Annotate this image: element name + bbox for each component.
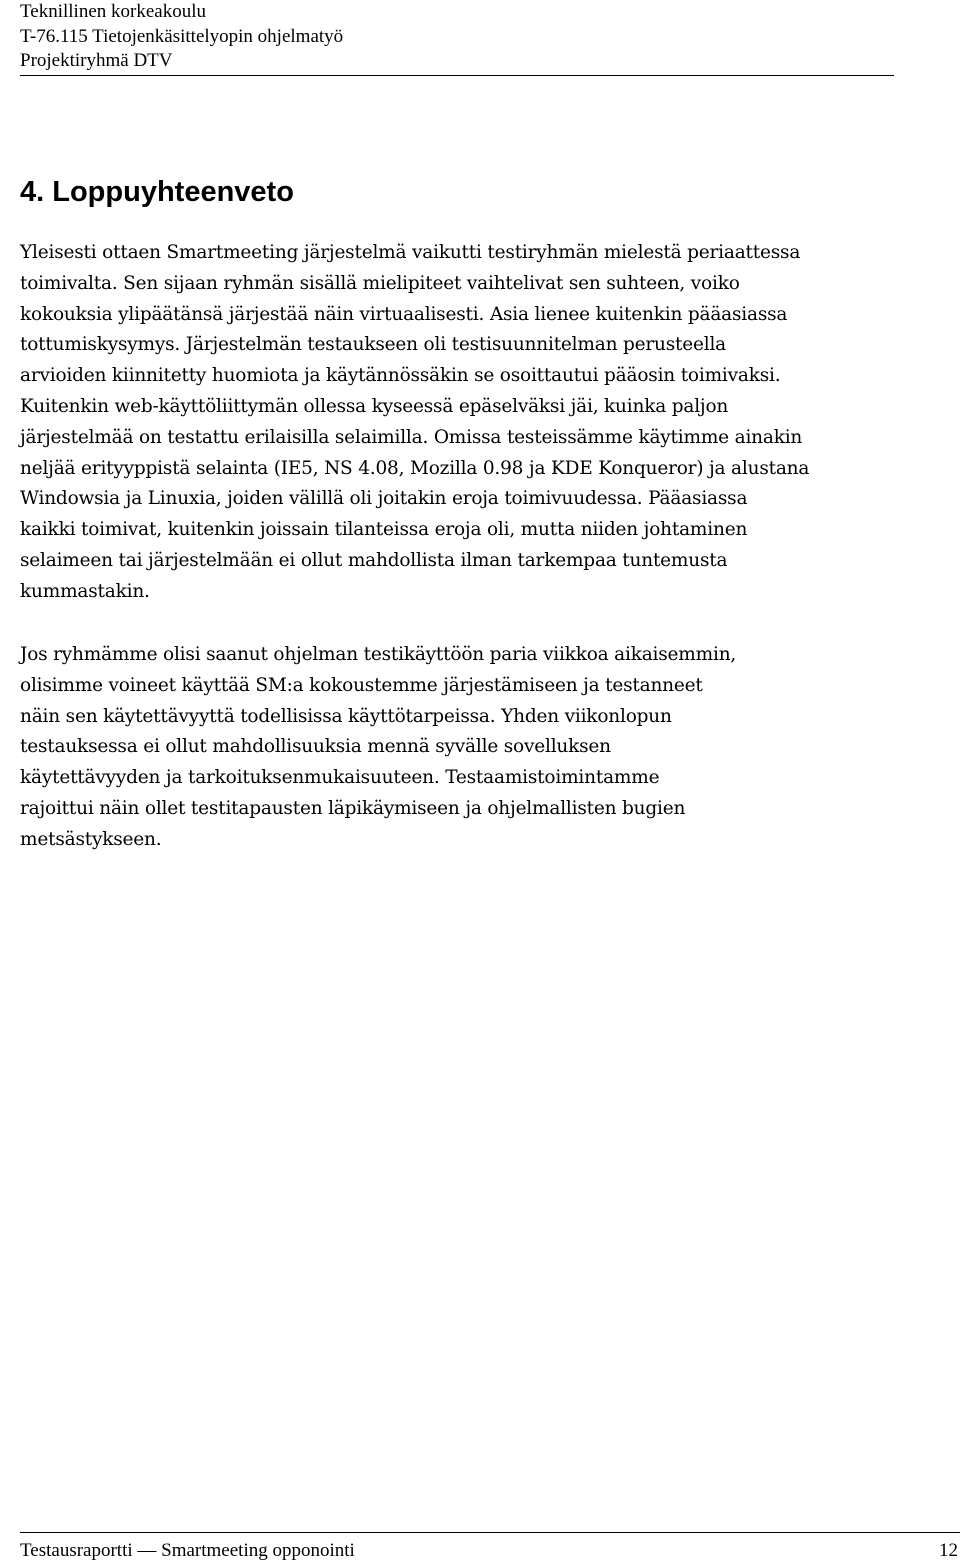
paragraph-line: kummastakin. <box>20 580 150 602</box>
paragraph-reflection <box>20 640 940 856</box>
page-number: 12 <box>939 1540 958 1561</box>
paragraph-line: olisimme voineet käyttää SM:a kokoustemme järjestämiseen ja testanneet <box>20 674 703 696</box>
header-project-group: Projektiryhmä DTV <box>20 50 173 71</box>
paragraph-line: Kuitenkin web-käyttöliittymän ollessa kyseessä epäselväksi jäi, kuinka paljon <box>20 395 729 417</box>
paragraph-line: kokouksia ylipäätänsä järjestää näin virtuaalisesti. Asia lienee kuitenkin pääasiassa <box>20 303 788 325</box>
paragraph-line: toimivalta. Sen sijaan ryhmän sisällä mielipiteet vaihtelivat sen suhteen, voiko <box>20 272 740 294</box>
paragraph-line: selaimeen tai järjestelmään ei ollut mahdollista ilman tarkempaa tuntemusta <box>20 549 728 571</box>
header-institution: Teknillinen korkeakoulu <box>20 1 206 22</box>
paragraph-line: Windowsia ja Linuxia, joiden välillä oli joitakin eroja toimivuudessa. Pääasiassa <box>20 488 748 510</box>
footer-document-title: Testausraportti — Smartmeeting opponointi <box>20 1540 355 1561</box>
paragraph-line: testauksessa ei ollut mahdollisuuksia mennä syvälle sovelluksen <box>20 736 611 758</box>
page-footer <box>20 1532 960 1561</box>
paragraph-line: käytettävyyden ja tarkoituksenmukaisuuteen. Testaamistoimintamme <box>20 767 660 789</box>
paragraph-summary <box>20 238 940 608</box>
paragraph-line: järjestelmää on testattu erilaisilla selaimilla. Omissa testeissämme käytimme ainakin <box>20 426 803 448</box>
paragraph-line: arvioiden kiinnitetty huomiota ja käytännössäkin se osoittautui pääosin toimivaksi. <box>20 365 781 387</box>
paragraph-line: rajoittui näin ollet testitapausten läpikäymiseen ja ohjelmallisten bugien <box>20 797 686 819</box>
paragraph-line: Yleisesti ottaen Smartmeeting järjestelmä vaikutti testiryhmän mielestä periaattessa <box>20 242 801 263</box>
paragraph-line: neljää erityyppistä selainta (IE5, NS 4.08, Mozilla 0.98 ja KDE Konqueror) ja alustana <box>20 457 810 479</box>
section-title: 4. Loppuyhteenveto <box>20 176 294 208</box>
paragraph-line: näin sen käytettävyyttä todellisissa käyttötarpeissa. Yhden viikonlopun <box>20 705 672 727</box>
paragraph-line: metsästykseen. <box>20 828 162 850</box>
page-header <box>20 0 894 76</box>
paragraph-line: tottumiskysymys. Järjestelmän testaukseen oli testisuunnitelman perusteella <box>20 334 727 356</box>
paragraph-line: kaikki toimivat, kuitenkin joissain tilanteissa eroja oli, mutta niiden johtaminen <box>20 519 748 541</box>
header-course: T-76.115 Tietojenkäsittelyopin ohjelmatyö <box>20 25 344 47</box>
paragraph-line: Jos ryhmämme olisi saanut ohjelman testikäyttöön paria viikkoa aikaisemmin, <box>20 644 737 665</box>
